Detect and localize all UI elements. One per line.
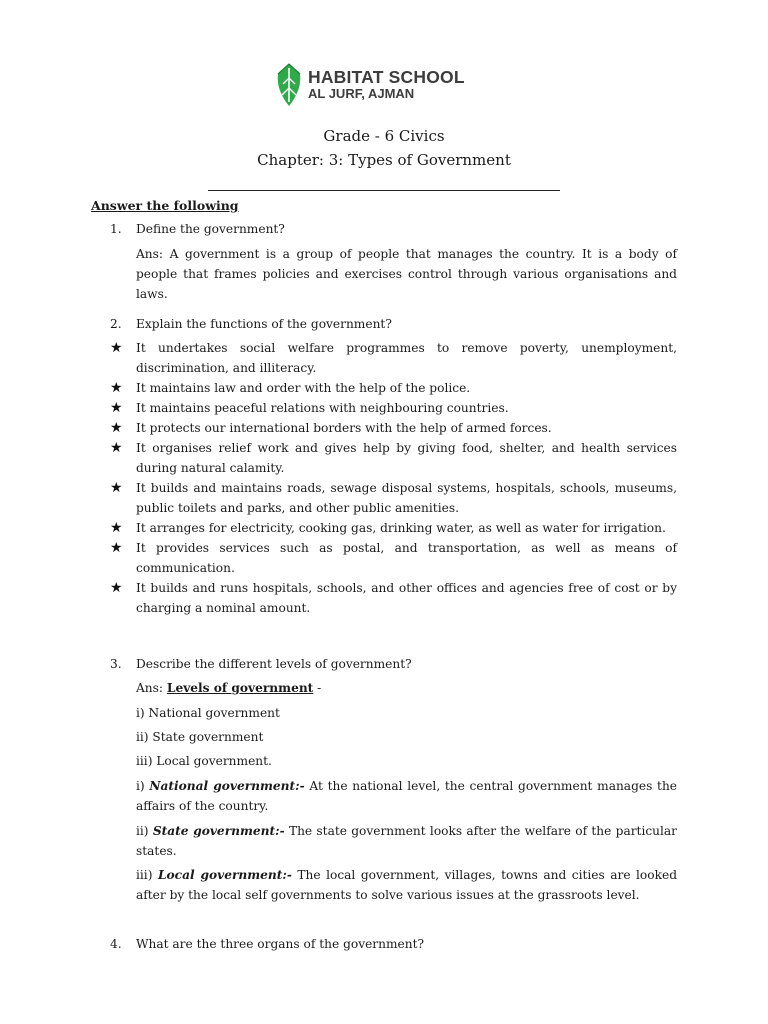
list-item: ★ It protects our international borders with the help of armed forces.	[110, 420, 552, 436]
school-logo	[274, 62, 504, 108]
school-location: AL JURF, AJMAN	[308, 86, 415, 101]
question-number: 2.	[110, 317, 122, 331]
level-item: ii) State government	[136, 730, 264, 744]
levels-heading: Levels of government	[166, 681, 314, 695]
level-detail-national: i) National government:- At the national level, the central government manages the affairs of the country.	[136, 779, 678, 813]
functions-list	[110, 338, 677, 618]
star-bullet-icon: ★	[110, 340, 123, 356]
level-detail-local: iii) Local government:- The local government, villages, towns and cities are looked after by the local self governments to solve various issues at the grassroots level.	[136, 868, 678, 902]
question-text: Define the government?	[136, 222, 285, 236]
list-item: ★ It undertakes social welfare programmes to remove poverty, unemployment, discrimination, and illiteracy.	[110, 340, 677, 375]
list-item: ★ It organises relief work and gives help by giving food, shelter, and health services during natural calamity.	[110, 440, 677, 475]
leaf-logo-icon	[274, 62, 304, 108]
question-text: Describe the different levels of government?	[136, 657, 412, 671]
star-bullet-icon: ★	[110, 420, 123, 436]
star-bullet-icon: ★	[110, 480, 123, 496]
question-number: 4.	[110, 937, 122, 951]
question-number: 1.	[110, 222, 122, 236]
level-item: i) National government	[136, 706, 280, 720]
star-bullet-icon: ★	[110, 540, 123, 556]
question-text: Explain the functions of the government?	[136, 317, 392, 331]
school-name: HABITAT SCHOOL	[308, 67, 465, 87]
grade-title: Grade - 6 Civics	[323, 127, 445, 145]
chapter-title: Chapter: 3: Types of Government	[257, 151, 511, 169]
title-divider	[208, 190, 560, 191]
star-bullet-icon: ★	[110, 440, 123, 456]
star-bullet-icon: ★	[110, 380, 123, 396]
list-item: ★ It arranges for electricity, cooking gas, drinking water, as well as water for irrigation.	[110, 520, 666, 536]
list-item: ★ It builds and runs hospitals, schools, and other offices and agencies free of cost or by charging a nominal amount.	[110, 580, 677, 615]
list-item: ★ It builds and maintains roads, sewage disposal systems, hospitals, schools, museums, public toilets and parks, and other public amenities.	[110, 480, 677, 515]
list-item: ★ It maintains peaceful relations with neighbouring countries.	[110, 400, 509, 416]
list-item: ★ It provides services such as postal, and transportation, as well as means of communication.	[110, 540, 677, 575]
question-number: 3.	[110, 657, 122, 671]
star-bullet-icon: ★	[110, 580, 123, 596]
section-heading: Answer the following	[91, 198, 239, 213]
star-bullet-icon: ★	[110, 520, 123, 536]
star-bullet-icon: ★	[110, 400, 123, 416]
answer-1: Ans: A government is a group of people that manages the country. It is a body of people that frames policies and exercises control through various organisations and laws.	[136, 247, 677, 301]
list-item: ★ It maintains law and order with the help of the police.	[110, 380, 471, 396]
level-item: iii) Local government.	[136, 754, 272, 768]
levels-heading-line: Ans: Levels of government -	[136, 681, 322, 695]
level-detail-state: ii) State government:- The state government looks after the welfare of the particular states.	[136, 824, 678, 858]
question-text: What are the three organs of the government?	[136, 937, 425, 951]
